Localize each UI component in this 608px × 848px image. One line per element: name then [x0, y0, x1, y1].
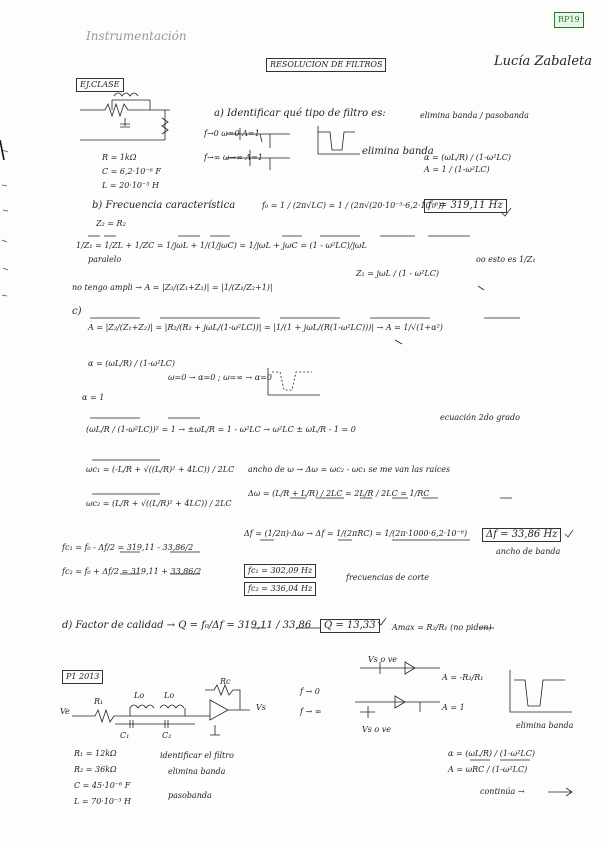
- bandwidth-eq: Δω = (L/R + L/R) / 2LC = 2L/R / 2LC = 1/RC: [248, 489, 430, 498]
- fc2-result: fc₂ = 336,04 Hz: [244, 582, 316, 596]
- fc-note: frecuencias de corte: [346, 573, 429, 582]
- schematic-bottom: Vs o ve: [362, 725, 392, 734]
- root-1: ωc₁ = (-L/R + √((L/R)² + 4LC)) / 2LC: [86, 465, 235, 474]
- f0-result: f₀ = 319,11 Hz: [424, 199, 507, 213]
- part-d-text: d) Factor de calidad → Q = f₀/Δf = 319,11 / 33,86: [62, 620, 312, 631]
- c2-rc: Rc: [220, 677, 231, 686]
- course-title: Instrumentación: [86, 29, 187, 43]
- amax-note: Amax = R₂/R₁ (no piden): [392, 623, 492, 632]
- root-2: ωc₂ = (L/R + √((L/R)² + 4LC)) / 2LC: [86, 499, 232, 508]
- author-signature: Lucía Zabaleta: [494, 54, 593, 69]
- part-a-options: elimina banda / pasobanda: [420, 111, 529, 120]
- c2-high: f → ∞: [300, 707, 322, 716]
- param-r: R = 1kΩ: [102, 153, 137, 162]
- schematic-top: Vs o ve: [368, 655, 398, 664]
- c2-type: elimina banda: [516, 721, 574, 730]
- quadratic-note: ecuación 2do grado: [440, 413, 520, 422]
- continue-note: continúa →: [480, 787, 525, 796]
- parallel-eq: 1/Z₁ = 1/ZL + 1/ZC = 1/jωL + 1/(1/jωC) = 1/jωL + jωC = (1 - ω²LC)/jωL: [76, 241, 367, 250]
- delta-f-eq: Δf = (1/2π)·Δω → Δf = 1/(2πRC) = 1/(2π·1000·6,2·10⁻⁶): [244, 529, 468, 538]
- alpha-def: α = (ωL/R) / (1-ω²LC): [88, 359, 175, 368]
- param-l: L = 20·10⁻³ H: [102, 181, 159, 190]
- c2-a-low: A = -R₂/R₁: [442, 673, 484, 682]
- filter-type-1: elimina banda: [362, 146, 434, 157]
- c2-param-r1: R₁ = 12kΩ: [74, 749, 117, 758]
- delta-f-note: ancho de banda: [496, 547, 561, 556]
- c2-options: elimina banda: [168, 767, 226, 776]
- part-b-text: b) Frecuencia característica: [92, 200, 236, 211]
- part-c-label: c): [72, 306, 82, 317]
- c2-lo-1: Lo: [134, 691, 145, 700]
- alpha-eq-1b: A = 1 / (1-ω²LC): [424, 165, 490, 174]
- q-result: Q = 13,33: [320, 619, 380, 633]
- c2-param-c: C = 45·10⁻⁶ F: [74, 781, 131, 790]
- fc2-eq: fc₂ = f₀ + Δf/2 = 319,11 + 33,86/2: [62, 567, 202, 576]
- z1-result: Z₁ = jωL / (1 - ω²LC): [356, 269, 439, 278]
- parallel-note: oo esto es 1/Z₁: [476, 255, 536, 264]
- c2-param-l: L = 70·10⁻³ H: [74, 797, 131, 806]
- fc1-eq: fc₁ = f₀ - Δf/2 = 319,11 - 33,86/2: [62, 543, 194, 552]
- f0-equation: f₀ = 1 / (2π√LC) = 1 / (2π√(20·10⁻³·6,2·10⁻⁶)): [262, 201, 445, 210]
- c2-options-2: pasobanda: [168, 791, 212, 800]
- bandwidth-note: ancho de ω → Δω = ωc₂ - ωc₁ se me van las raíces: [248, 465, 451, 474]
- page-tag: RP19: [554, 12, 584, 28]
- c2-alpha: α = (ωL/R) / (1-ω²LC): [448, 749, 535, 758]
- page-title: RESOLUCION DE FILTROS: [266, 58, 386, 72]
- param-c: C = 6,2·10⁻⁶ F: [102, 167, 161, 176]
- c2-a-high: A = 1: [442, 703, 465, 712]
- z2-eq: Z₂ = R₂: [96, 219, 126, 228]
- quadratic-eq: (ωL/R / (1-ω²LC))² = 1 → ±ωL/R = 1 - ω²LC → ω²LC ± ωL/R - 1 = 0: [86, 425, 356, 434]
- limit-high: f→∞ ω→∞ A=1: [204, 153, 263, 162]
- c2-vs: Vs: [256, 703, 266, 712]
- alpha-one: α = 1: [82, 393, 105, 402]
- exercise-1-label: EJ.CLASE: [76, 78, 124, 92]
- part-a-text: a) Identificar qué tipo de filtro es:: [214, 108, 386, 119]
- c2-r1: R₁: [94, 697, 104, 706]
- delta-f-result: Δf = 33,86 Hz: [482, 528, 561, 542]
- c2-lo-2: Lo: [164, 691, 175, 700]
- c2-param-r2: R₂ = 36kΩ: [74, 765, 117, 774]
- c2-low: f → 0: [300, 687, 320, 696]
- c2-id-note: identificar el filtro: [160, 751, 234, 760]
- exercise-2-label: P1 2013: [62, 670, 103, 684]
- c2-alpha-2: A = ωRC / (1-ω²LC): [448, 765, 528, 774]
- c2-c1: C₁: [120, 731, 130, 740]
- alpha-limits: ω=0 → α=0 ; ω=∞ → α=0: [168, 373, 272, 382]
- part-c-equation: A = |Z₂/(Z₁+Z₂)| = |R₂/(R₂ + jωL/(1-ω²LC))| = |1/(1 + jωL/(R(1-ω²LC)))| → A = 1/√(1+α²): [88, 323, 443, 332]
- paralelo-note: paralelo: [88, 255, 122, 264]
- c2-c2: C₂: [162, 731, 172, 740]
- alpha-eq-1: α = (ωL/R) / (1-ω²LC): [424, 153, 511, 162]
- c2-ve: Ve: [60, 707, 70, 716]
- fc1-result: fc₁ = 302,09 Hz: [244, 564, 316, 578]
- limit-low: f→0 ω=0 A=1: [204, 129, 260, 138]
- divider-note: no tengo ampli → A = |Z₂/(Z₁+Z₂)| = |1/(Z₁/Z₂+1)|: [72, 283, 273, 292]
